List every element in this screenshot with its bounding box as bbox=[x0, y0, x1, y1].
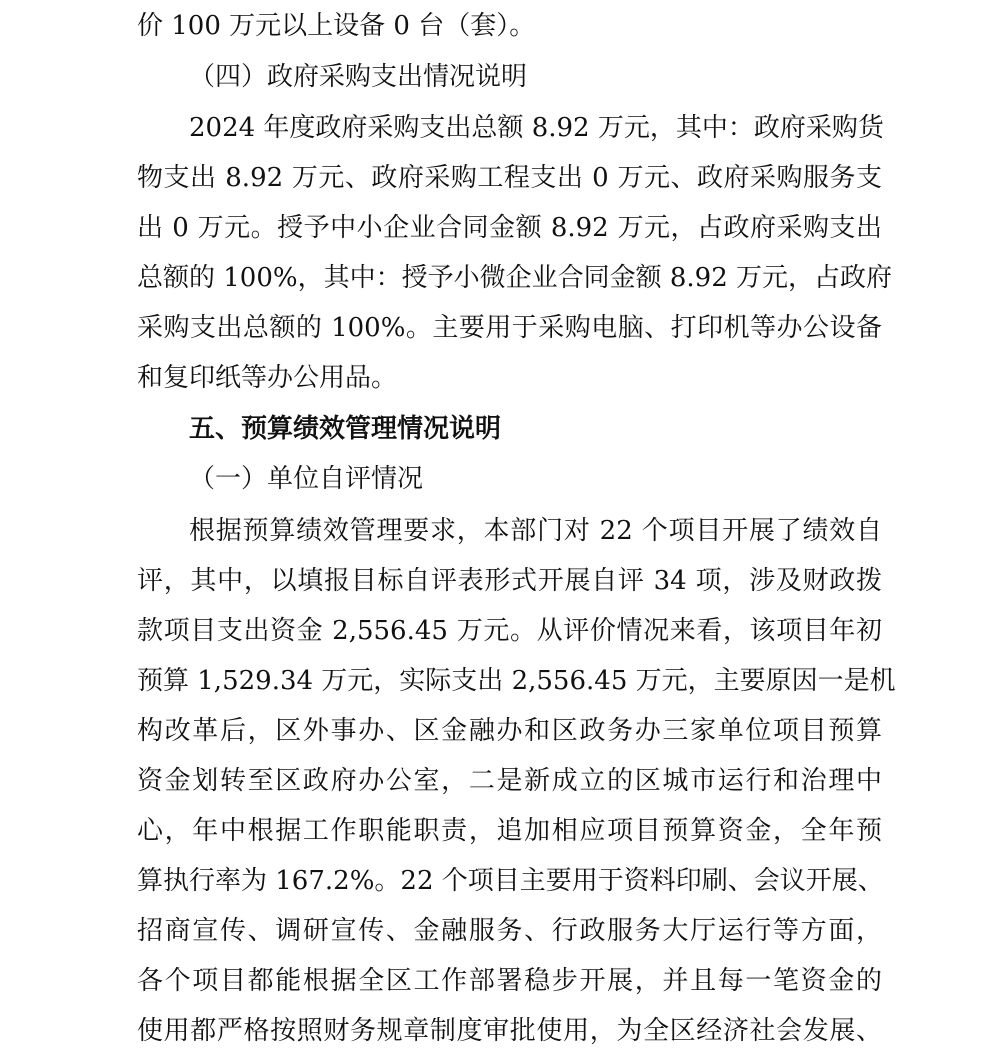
paragraph-line: 招商宣传、调研宣传、金融服务、行政服务大厅运行等方面， bbox=[137, 916, 882, 946]
subsection-heading-self-evaluation: （一）单位自评情况 bbox=[189, 464, 424, 494]
paragraph-line: 算执行率为 167.2%。22 个项目主要用于资料印刷、会议开展、 bbox=[137, 866, 884, 896]
section-heading-performance-management: 五、预算绩效管理情况说明 bbox=[189, 414, 502, 444]
paragraph-line: 构改革后，区外事办、区金融办和区政务办三家单位项目预算 bbox=[137, 716, 882, 746]
paragraph-line: 2024 年度政府采购支出总额 8.92 万元，其中：政府采购货 bbox=[189, 113, 884, 143]
section-heading-government-procurement: （四）政府采购支出情况说明 bbox=[189, 62, 528, 92]
paragraph-line: 根据预算绩效管理要求，本部门对 22 个项目开展了绩效自 bbox=[189, 516, 882, 546]
paragraph-line: 资金划转至区政府办公室，二是新成立的区城市运行和治理中 bbox=[137, 766, 882, 796]
paragraph-line: 各个项目都能根据全区工作部署稳步开展，并且每一笔资金的 bbox=[137, 966, 882, 996]
paragraph-line: 和复印纸等办公用品。 bbox=[137, 363, 398, 393]
paragraph-line: 出 0 万元。授予中小企业合同金额 8.92 万元，占政府采购支出 bbox=[137, 213, 882, 243]
paragraph-line: 物支出 8.92 万元、政府采购工程支出 0 万元、政府采购服务支 bbox=[137, 163, 882, 193]
paragraph-line: 价 100 万元以上设备 0 台（套）。 bbox=[137, 11, 536, 41]
paragraph-line: 心，年中根据工作职能职责，追加相应项目预算资金，全年预 bbox=[137, 816, 882, 846]
paragraph-line: 总额的 100%，其中：授予小微企业合同金额 8.92 万元，占政府 bbox=[137, 263, 893, 293]
paragraph-line: 评，其中，以填报目标自评表形式开展自评 34 项，涉及财政拨 bbox=[137, 566, 882, 596]
paragraph-line: 款项目支出资金 2,556.45 万元。从评价情况来看，该项目年初 bbox=[137, 616, 882, 646]
paragraph-line: 使用都严格按照财务规章制度审批使用，为全区经济社会发展、 bbox=[137, 1016, 882, 1046]
paragraph-line: 预算 1,529.34 万元，实际支出 2,556.45 万元，主要原因一是机 bbox=[137, 666, 896, 696]
paragraph-line: 采购支出总额的 100%。主要用于采购电脑、打印机等办公设备 bbox=[137, 313, 882, 343]
